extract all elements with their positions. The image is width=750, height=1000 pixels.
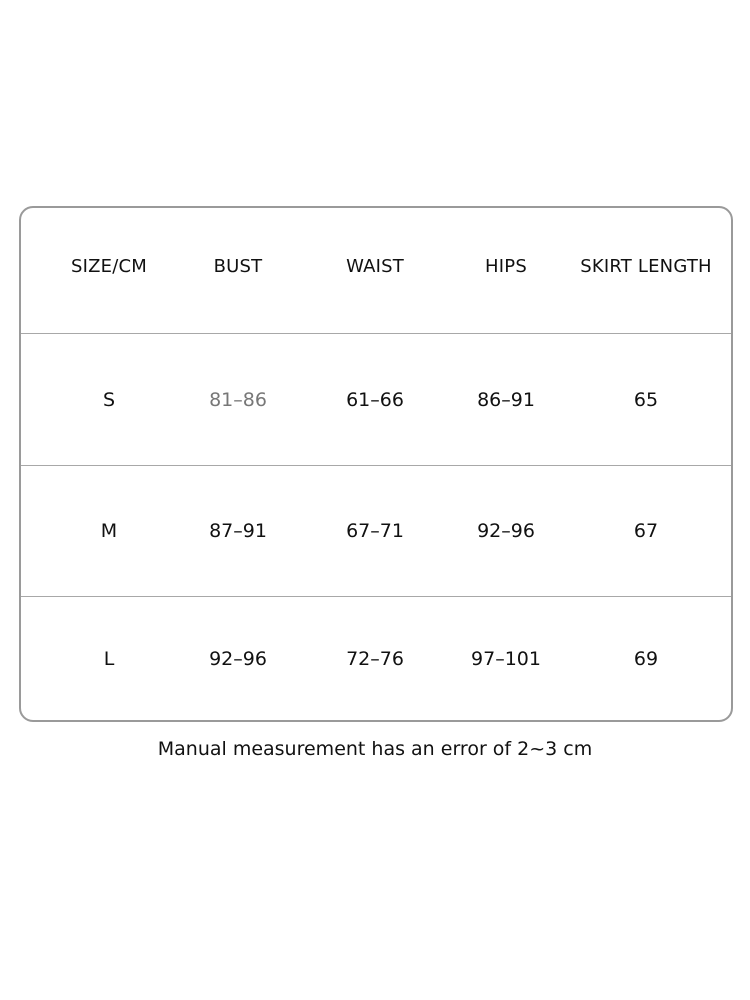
table-header-row [21,208,731,333]
measurement-note: Manual measurement has an error of 2~3 cm [157,738,593,760]
cell-hips: 97–101 [471,647,541,670]
cell-bust: 87–91 [209,520,267,542]
cell-size: S [102,388,116,411]
cell-size: M [100,520,118,542]
cell-waist: 72–76 [346,647,404,670]
cell-hips: 92–96 [477,520,535,542]
table-row [21,334,731,465]
cell-bust: 81–86 [209,388,267,411]
cell-skirt-length: 67 [633,520,659,542]
size-chart-table [19,206,733,722]
header-hips: HIPS [485,256,527,277]
cell-bust: 92–96 [209,647,267,670]
header-size: SIZE/CM [70,256,147,277]
cell-hips: 86–91 [477,388,535,411]
table-row [21,597,731,720]
table-row [21,466,731,596]
cell-size: L [103,647,115,670]
header-bust: BUST [213,256,263,277]
header-skirt-length: SKIRT LENGTH [580,256,712,277]
cell-skirt-length: 69 [633,647,659,670]
cell-waist: 67–71 [346,520,404,542]
cell-skirt-length: 65 [633,388,659,411]
header-waist: WAIST [346,256,404,277]
cell-waist: 61–66 [346,388,404,411]
